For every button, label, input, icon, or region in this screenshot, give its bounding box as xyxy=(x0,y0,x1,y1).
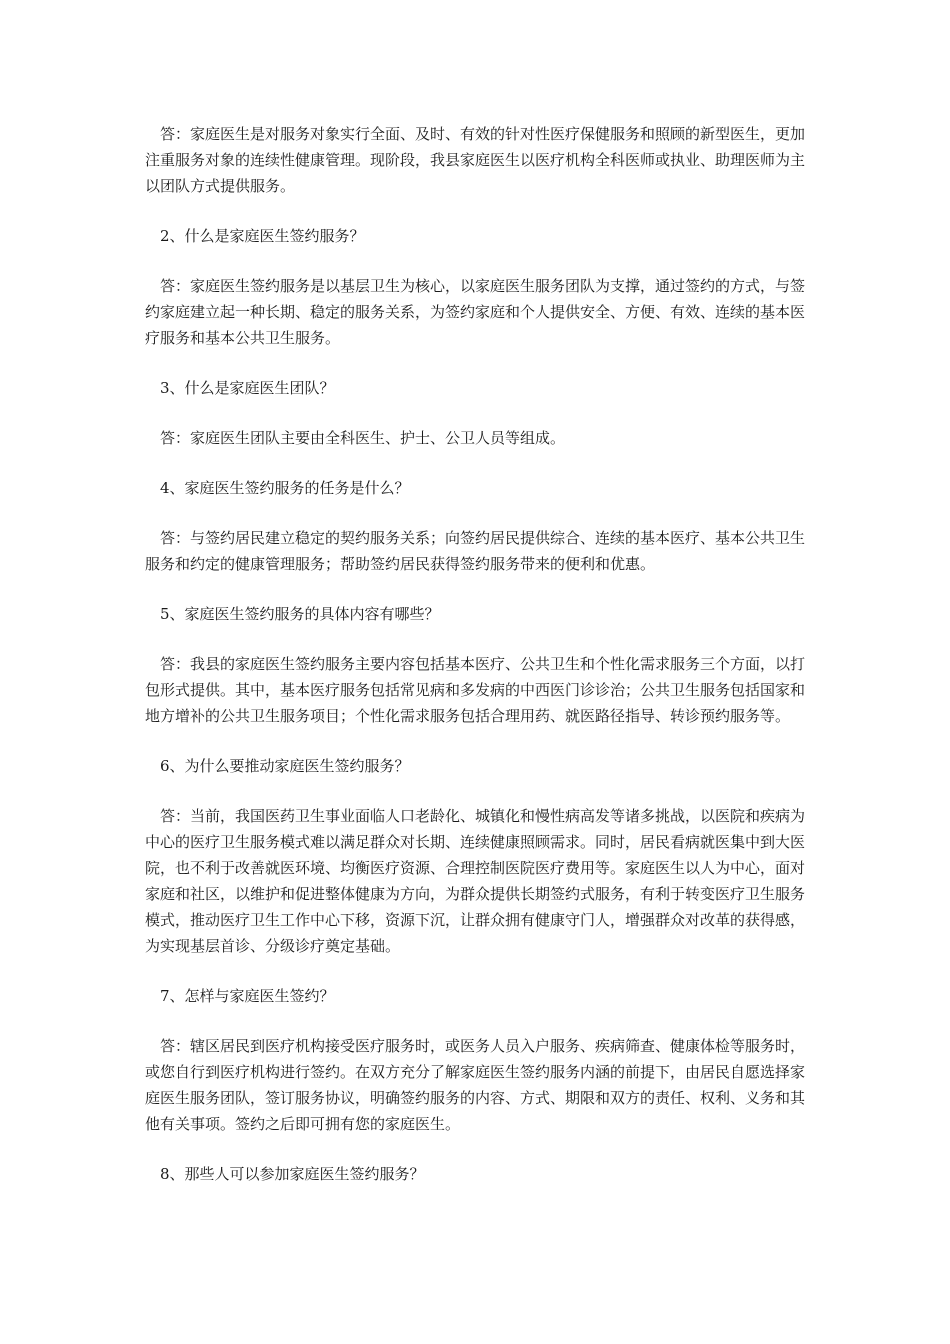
question-2: 2、什么是家庭医生签约服务？ xyxy=(160,227,365,245)
question-5: 5、家庭医生签约服务的具体内容有哪些？ xyxy=(160,605,440,623)
answer-paragraph-7: 答：辖区居民到医疗机构接受医疗服务时，或医务人员入户服务、疾病筛查、健康体检等服务时，或您自行到医疗机构进行签约。在双方充分了解家庭医生签约服务内涵的前提下，由居民自愿选择家庭医生服务团队，签订服务协议，明确签约服务的内容、方式、期限和双方的责任、权利、义务和其他有关事项。签约之后即可拥有您的家庭医生。 xyxy=(145,1037,806,1133)
question-6: 6、为什么要推动家庭医生签约服务？ xyxy=(160,757,410,775)
answer-paragraph-1: 答：家庭医生是对服务对象实行全面、及时、有效的针对性医疗保健服务和照顾的新型医生，更加注重服务对象的连续性健康管理。现阶段，我县家庭医生以医疗机构全科医师或执业、助理医师为主以团队方式提供服务。 xyxy=(145,125,806,195)
question-7: 7、怎样与家庭医生签约？ xyxy=(160,987,335,1005)
answer-paragraph-2: 答：家庭医生签约服务是以基层卫生为核心，以家庭医生服务团队为支撑，通过签约的方式，与签约家庭建立起一种长期、稳定的服务关系，为签约家庭和个人提供安全、方便、有效、连续的基本医疗服务和基本公共卫生服务。 xyxy=(145,277,806,347)
answer-paragraph-3: 答：家庭医生团队主要由全科医生、护士、公卫人员等组成。 xyxy=(160,429,566,447)
answer-paragraph-5: 答：我县的家庭医生签约服务主要内容包括基本医疗、公共卫生和个性化需求服务三个方面，以打包形式提供。其中，基本医疗服务包括常见病和多发病的中西医门诊诊治；公共卫生服务包括国家和地方增补的公共卫生服务项目；个性化需求服务包括合理用药、就医路径指导、转诊预约服务等。 xyxy=(145,655,806,725)
document-body xyxy=(145,121,805,1211)
question-8: 8、那些人可以参加家庭医生签约服务？ xyxy=(160,1165,425,1183)
question-4: 4、家庭医生签约服务的任务是什么？ xyxy=(160,479,410,497)
answer-paragraph-6: 答：当前，我国医药卫生事业面临人口老龄化、城镇化和慢性病高发等诸多挑战，以医院和疾病为中心的医疗卫生服务模式难以满足群众对长期、连续健康照顾需求。同时，居民看病就医集中到大医院，也不利于改善就医环境、均衡医疗资源、合理控制医院医疗费用等。家庭医生以人为中心，面对家庭和社区，以维护和促进整体健康为方向，为群众提供长期签约式服务，有利于转变医疗卫生服务模式，推动医疗卫生工作中心下移，资源下沉，让群众拥有健康守门人，增强群众对改革的获得感，为实现基层首诊、分级诊疗奠定基础。 xyxy=(145,807,806,955)
question-3: 3、什么是家庭医生团队？ xyxy=(160,379,335,397)
answer-paragraph-4: 答：与签约居民建立稳定的契约服务关系；向签约居民提供综合、连续的基本医疗、基本公共卫生服务和约定的健康管理服务；帮助签约居民获得签约服务带来的便利和优惠。 xyxy=(145,529,806,573)
